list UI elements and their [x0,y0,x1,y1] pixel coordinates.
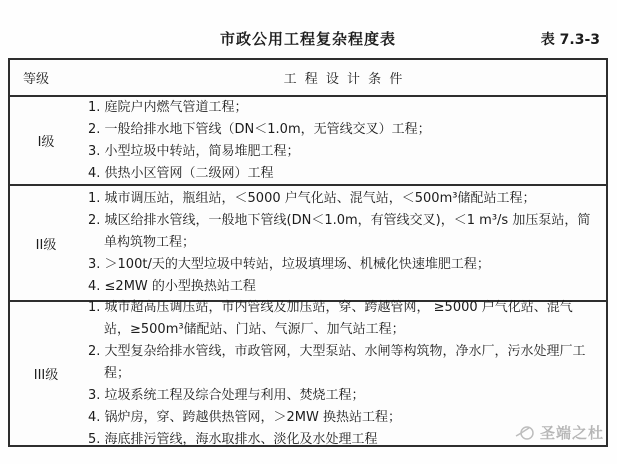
condition-item: 3. 垃圾系统工程及综合处理与利用、焚烧工程； [88,387,365,403]
condition-item: 5. 海底排污管线，海水取排水、淡化及水处理工程 [88,431,378,447]
condition-item: 2. 大型复杂给排水管线，市政管网，大型泵站、水闸等构筑物，净水厂，污水处理厂工程； [88,343,586,381]
condition-item: 3. 小型垃圾中转站，简易堆肥工程； [88,143,300,159]
conditions-cell [82,97,606,184]
globe-swoosh-icon [515,425,535,441]
condition-item: 2. 一般给排水地下管线（DN＜1.0m，无管线交叉）工程； [88,121,431,137]
condition-item: 1. 城市超高压调压站，市内管线及加压站，穿、跨越管网， ≥5000 户气化站、混气站，≥500m³储配站、门站、气源厂、加气站工程； [88,299,573,337]
table-row [10,184,606,300]
conditions-cell [82,186,606,300]
table-row [10,95,606,184]
condition-item: 4. ≤2MW 的小型换热站工程 [88,279,256,294]
condition-item: 1. 庭院户内燃气管道工程； [88,99,248,115]
grade-cell [10,186,82,300]
grade-cell [10,97,82,184]
grade-cell [10,302,82,445]
watermark-text: 圣端之杜 [539,424,604,442]
table-header-row [10,60,606,95]
condition-item: 4. 锅炉房，穿、跨越供热管网，＞2MW 换热站工程； [88,409,402,425]
complexity-table [8,58,608,447]
condition-item: 1. 城市调压站，瓶组站，＜5000 户气化站、混气站，＜500m³储配站工程； [88,191,536,206]
condition-item: 4. 供热小区管网（二级网）工程 [88,165,274,181]
condition-item: 3. ＞100t/天的大型垃圾中转站，垃圾填埋场、机械化快速堆肥工程； [88,257,490,272]
document-header [8,28,608,52]
grade-label: III级 [33,368,59,383]
watermark [515,422,604,443]
grade-label: I级 [37,135,55,150]
table-reference-number: 表 7.3-3 [540,32,600,48]
grade-column-header: 等级 [23,72,50,87]
condition-item: 2. 城区给排水管线，一般地下管线(DN＜1.0m，有管线交叉)，＜1 m³/s 加压泵站，简单构筑物工程； [88,213,591,250]
conditions-column-header: 工 程 设 计 条 件 [283,72,405,87]
page-title: 市政公用工程复杂程度表 [219,30,396,48]
grade-label: II级 [35,237,57,253]
